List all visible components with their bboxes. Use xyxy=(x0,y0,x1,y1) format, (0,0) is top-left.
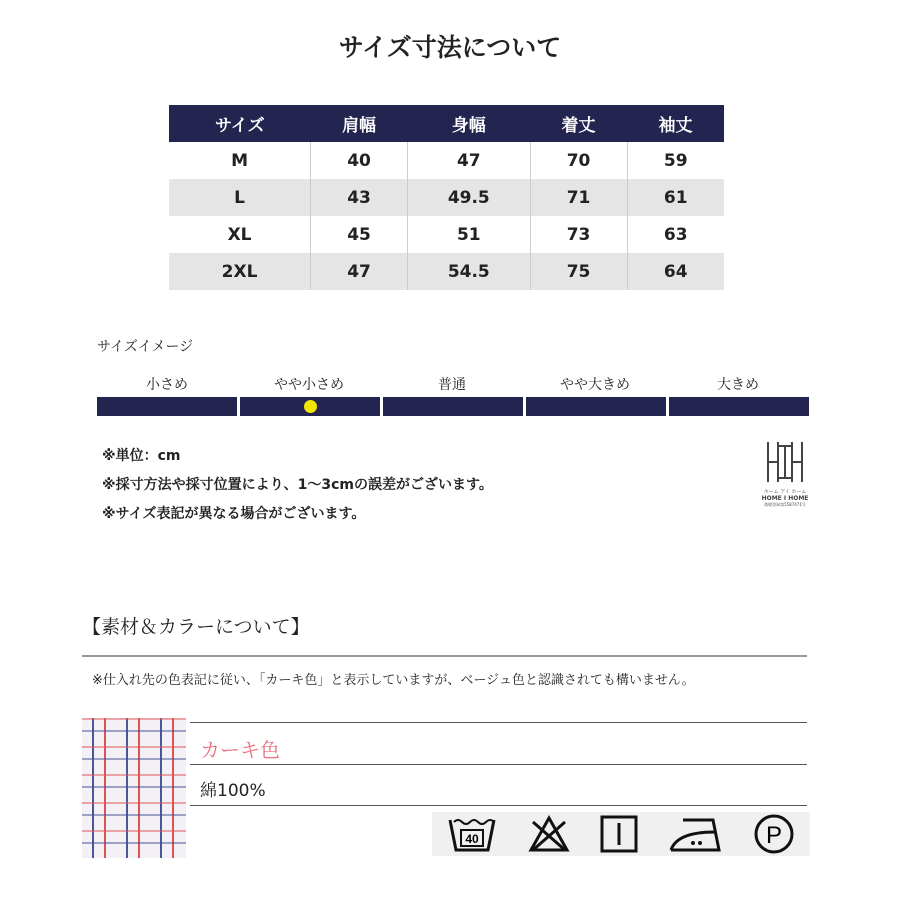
cell: 73 xyxy=(530,216,627,253)
care-symbols xyxy=(432,812,810,856)
cell: 71 xyxy=(530,179,627,216)
cell: M xyxy=(169,142,311,179)
hih-logo-icon xyxy=(764,440,806,484)
dry-clean-p-icon xyxy=(752,812,796,856)
cell: 63 xyxy=(663,224,688,245)
cell: 64 xyxy=(627,253,724,290)
cell: L xyxy=(169,179,311,216)
cell: XL xyxy=(169,216,311,253)
cell: 75 xyxy=(530,253,627,290)
size-indicator-dot xyxy=(304,400,317,413)
cell: 43 xyxy=(311,179,408,216)
note: ※サイズ表記が異なる場合がございます。 xyxy=(102,506,366,522)
cell: 59 xyxy=(663,150,688,171)
header-cell: サイズ xyxy=(169,105,311,142)
cell: 61 xyxy=(627,179,724,216)
scale-label: やや大きめ xyxy=(560,377,630,393)
scale-label: 小さめ xyxy=(146,377,188,393)
table-row xyxy=(169,179,724,216)
note: ※採寸方法や採寸位置により、1〜3cmの誤差がございます。 xyxy=(102,477,493,493)
page-title: サイズ寸法について xyxy=(338,33,562,62)
cell: 70 xyxy=(530,142,627,179)
divider xyxy=(82,655,807,657)
cell: 51 xyxy=(408,216,531,253)
divider xyxy=(190,722,807,723)
no-bleach-icon xyxy=(527,814,571,854)
header-cell: 着丈 xyxy=(530,105,627,142)
material-note: ※仕入れ先の色表記に従い、「カーキ色」と表示していますが、ベージュ色と認識されても構いません。 xyxy=(92,673,695,688)
cell: 47 xyxy=(408,142,531,179)
logo-reg: 商標登録第5587471号 xyxy=(764,502,806,507)
table-row xyxy=(169,142,724,179)
header-cell: 身幅 xyxy=(408,105,531,142)
wash-temp: 40 xyxy=(465,832,479,846)
scale-segment xyxy=(97,397,237,416)
line-dry-icon xyxy=(599,814,639,854)
cell: 2XL xyxy=(169,253,311,290)
scale-segment xyxy=(669,397,809,416)
logo-kana: ホーム アイ ホーム xyxy=(763,489,807,495)
scale-label: やや小さめ xyxy=(274,377,344,393)
fabric-swatch-image xyxy=(82,718,186,858)
scale-label: 大きめ xyxy=(717,377,759,393)
cell: 45 xyxy=(311,216,408,253)
header-cell: 袖丈 xyxy=(627,105,724,142)
table-row xyxy=(169,216,724,253)
scale-label: 普通 xyxy=(438,377,466,393)
fiber-content: 綿100% xyxy=(200,781,266,801)
color-name: カーキ色 xyxy=(200,738,280,762)
table-row xyxy=(169,253,724,290)
cell: 54.5 xyxy=(408,253,531,290)
size-image-label: サイズイメージ xyxy=(97,339,194,355)
size-table xyxy=(169,105,724,290)
header-cell: 肩幅 xyxy=(311,105,408,142)
iron-medium-icon xyxy=(667,814,723,854)
dry-clean-letter: P xyxy=(765,822,782,849)
divider xyxy=(190,764,807,765)
note: ※単位：cm xyxy=(102,448,181,464)
wash-40-icon xyxy=(446,814,498,854)
cell: 49.5 xyxy=(408,179,531,216)
cell: 47 xyxy=(311,253,408,290)
material-title: 【素材＆カラーについて】 xyxy=(82,616,310,638)
cell: 40 xyxy=(311,142,408,179)
scale-segment xyxy=(526,397,666,416)
scale-segment xyxy=(383,397,523,416)
brand-logo xyxy=(755,440,815,508)
logo-name: HOME I HOME xyxy=(761,495,809,502)
divider xyxy=(190,805,807,806)
